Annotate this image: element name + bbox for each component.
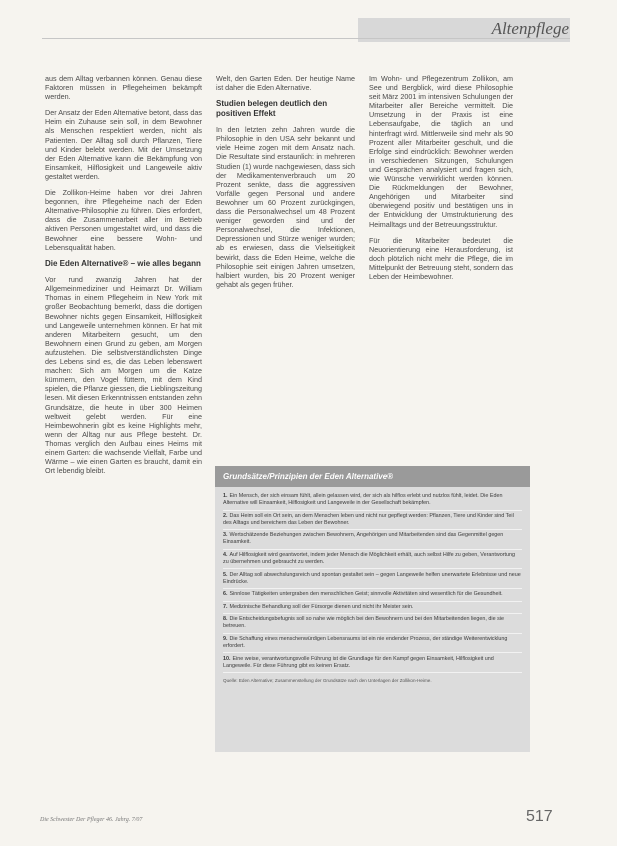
section-heading: Die Eden Alternative® – wie alles begann [45,258,201,268]
paragraph: Vor rund zwanzig Jahren hat der Allgemeinmediziner und Heimarzt Dr. William Thomas in einem Pflegeheim in New York mit großer Beobachtung bemerkt, dass die dortigen Bewohner nichts gegen Einsamkeit, Hilflosigkeit und Langeweile unternehmen können. Er hat mit anderen Mitarbeitern gesucht, um den Bewohnern einen Grund zu geben, am Morgen aufzustehen. Die selbstverständlichsten Dinge des Lebens sind es, die das Leben lebenswert machen: Sich am Morgen um die Katze kümmern, den Vogel füttern, mit dem Kind spielen, die Pflanze giessen, die Lieblingszeitung lesen. Mit diesen Erkenntnissen entstanden zehn Grundsätze, die heute in über 300 Heimen weltweit gelebt werden. Für eine Heimbewohnerin gibt es keine Highlights mehr, wenn der Alltag nur aus Pflege besteht. Dr. Thomas verglich den Aufbau eines Heims mit einem Garten: die wachsende Vielfalt, Farbe und Wärme – wie einen Garten es braucht, damit ein Ort lebendig bleibt. [45,275,202,476]
principle-number: 3. [223,532,228,539]
principle-text: Das Heim soll ein Ort sein, an dem Menschen leben und nicht nur gepflegt werden: Pflanzen, Tiere und Kinder sind Teil des Alltags und bereichern das Leben der Bewohner. [223,512,514,526]
paragraph: Für die Mitarbeiter bedeutet die Neuorientierung eine Herausforderung, ist doch plötzlich nicht mehr die Pflege, die im Mittelpunkt der Betreuung steht, sondern das Leben der Heimbewohner. [369,235,513,281]
principle-item [223,653,522,673]
paragraph: Welt, den Garten Eden. Der heutige Name ist daher die Eden Alternative. [216,74,355,93]
principle-item [223,491,522,511]
principle-item [223,589,522,602]
principle-number: 7. [223,603,228,610]
paragraph: In den letzten zehn Jahren wurde die Philosophie in den USA sehr bekannt und viele Heime zogen mit dem Ansatz nach. Die Resultate sind erstaunlich: in mehreren Studien (1) wurde nachgewiesen, dass sich der Medikamentenverbrauch um 20 Prozent senkte, dass die aggressiven Vorfälle gegen Personal und andere Bewohner um 60 Prozent zurückgingen, dass die Personalwechsel um 48 Prozent weniger geworden sind und der Personalwechsel, die Infektionen, Depressionen und Stürze weniger wurden; ab es erwiesen, dass die Vielseitigkeit bewirkt, dass die Eden Heime, welche die Philosophie seit einigen Jahren umsetzen, halbiert wurden, bis 20 Prozent weniger gehabt als gegen früher. [216,125,355,289]
principle-item [223,634,522,654]
paragraph: Im Wohn- und Pflegezentrum Zollikon, am See und Bergblick, wird diese Philosophie seit März 2001 im intensiven Schulungen der Mitarbeiter aller Bereiche vermittelt. Die Umsetzung in der Praxis ist eine Lebensaufgabe, die täglich an und hinterfragt wird. Mittlerweile sind mehr als 90 Prozent aller Mitarbeiter geschult, und die Erfolge sind eindrücklich: Bewohner werden in verschiedenen Sitzungen, Schulungen und Gesprächen analysiert und fragen sich, wie Wünsche verwirklicht werden können. Die Rückmeldungen der Bewohner, Angehörigen und Mitarbeiter sind überwiegend positiv und bestätigen uns in der Entwicklung der Umstrukturierung des Heimalltags und der Betreuungsstruktur. [369,74,513,229]
principles-list [215,491,530,673]
section-title: Altenpflege [491,19,569,38]
paragraph: aus dem Alltag verbannen können. Genau diese Faktoren müssen in Pflegeheimen bekämpft werden. [45,74,202,102]
principle-item [223,511,522,531]
principle-text: Sinnlose Tätigkeiten untergraben den menschlichen Geist; sinnvolle Aktivitäten sind wesentlich für die Gesundheit. [229,591,503,598]
principle-item [223,569,522,589]
principle-number: 10. [223,655,231,662]
principle-text: Die Schaffung eines menschenwürdigen Lebensraums ist ein nie endender Prozess, der ständige Weiterentwicklung erfordert. [223,636,508,650]
principle-item [223,550,522,570]
principle-text: Die Entscheidungsbefugnis soll so nahe wie möglich bei den Bewohnern und bei den Mitarbeitenden liegen, die sie betreuen. [223,616,505,630]
section-heading: Studien belegen deutlich den positiven Effekt [216,99,328,118]
principle-text: Wertschätzende Beziehungen zwischen Bewohnern, Angehörigen und Mitarbeitenden sind das Gegenmittel gegen Einsamkeit. [223,532,504,546]
text-column-2 [216,74,355,296]
principle-text: Ein Mensch, der sich einsam fühlt, allein gelassen wird, der sich als hilflos erlebt und nutzlos fühlt, leidet. Die Eden Alternative will Einsamkeit, Hilflosigkeit und Langeweile in der Gesellschaft bekämpfen. [223,493,503,507]
paragraph: Der Ansatz der Eden Alternative betont, dass das Heim ein Zuhause sein soll, in dem Bewohner als Menschen respektiert werden, nicht als Patienten. Der Alltag soll durch Pflanzen, Tiere und Kinder belebt werden. Mit der Umsetzung der Eden Alternative kann die Bekämpfung von Einsamkeit, Hilflosigkeit und Langeweile aktiv gestaltet werden. [45,108,202,181]
principle-number: 1. [223,493,228,500]
principle-number: 8. [223,616,228,623]
principle-item [223,602,522,615]
principles-source: Quelle: Eden Alternative; Zusammenstellung der Grundsätze nach den Unterlagen der Zollikon-Heime. [223,677,432,683]
principle-number: 2. [223,512,228,519]
principle-number: 5. [223,571,228,578]
principle-text: Auf Hilflosigkeit wird geantwortet, indem jeder Mensch die Möglichkeit erhält, auch selbst Hilfe zu geben, Verantwortung zu übernehmen und gebraucht zu werden. [223,552,516,566]
principle-text: Der Alltag soll abwechslungsreich und spontan gestaltet sein – gegen Langeweile helfen unerwartete Erlebnisse und neue Eindrücke. [223,571,521,585]
principles-box [215,466,530,752]
principle-item [223,530,522,550]
page-number: 517 [526,808,553,825]
principle-number: 6. [223,591,228,598]
principle-item [223,614,522,634]
principle-number: 4. [223,552,228,559]
principle-number: 9. [223,636,228,643]
paragraph: Die Zollikon-Heime haben vor drei Jahren begonnen, ihre Pflegeheime nach der Eden Alternative-Philosophie zu führen. Dies erfordert, dass die Zusammenarbeit aller im Betrieb aktiven Personen umgestaltet wird, und dass die Bewohner eine bessere Wohn- und Lebensqualität haben. [45,188,202,252]
journal-citation: Die Schwester Der Pfleger 46. Jahrg. 7/07 [40,817,143,823]
text-column-1 [45,74,202,482]
text-column-3 [369,74,513,288]
principle-text: Medizinische Behandlung soll der Fürsorge dienen und nicht ihr Meister sein. [229,603,414,610]
principle-text: Eine weise, verantwortungsvolle Führung ist die Grundlage für den Kampf gegen Einsamkeit, Hilflosigkeit und Langeweile. Für diese Führung gibt es keinen Ersatz. [223,655,494,669]
principles-box-title: Grundsätze/Prinzipien der Eden Alternative® [215,466,530,487]
